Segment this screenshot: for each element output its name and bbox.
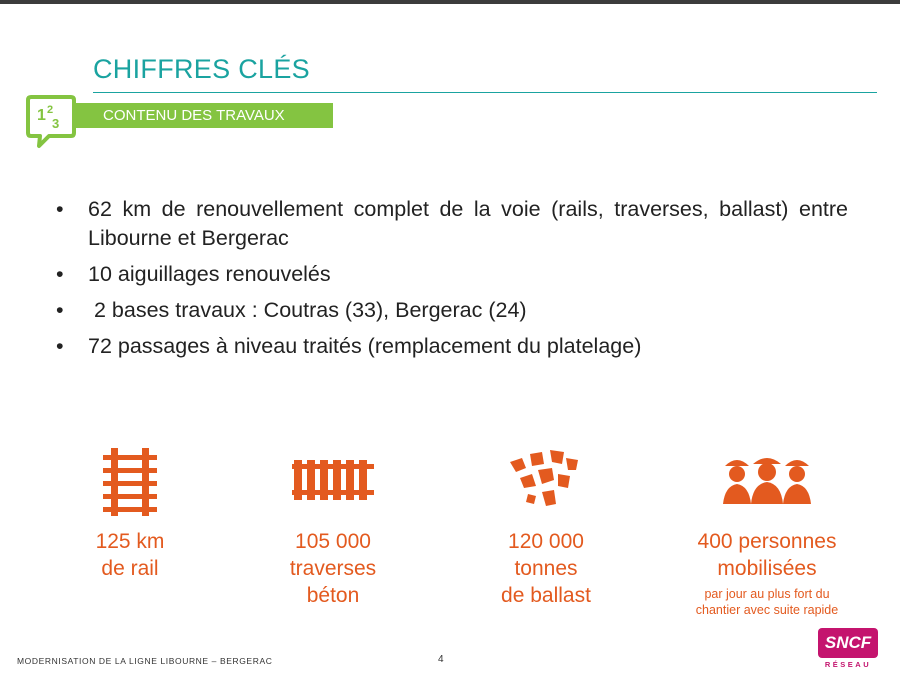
bullet-symbol: •	[56, 298, 64, 322]
stat-sleepers	[268, 448, 398, 609]
section-subtitle: CONTENU DES TRAVAUX	[73, 103, 333, 128]
stat-note: chantier avec suite rapide	[695, 603, 839, 617]
bullet-symbol: •	[56, 262, 64, 286]
bullet-text: 10 aiguillages renouvelés	[88, 262, 331, 286]
bullet-list	[56, 195, 848, 368]
logo-mark: SNCF	[818, 628, 878, 658]
sncf-reseau-logo	[818, 628, 878, 672]
footer-title: MODERNISATION DE LA LIGNE LIBOURNE – BERGERAC	[17, 656, 273, 666]
stat-workers	[672, 448, 862, 618]
list-item	[56, 195, 848, 253]
stat-ballast	[481, 448, 611, 609]
ballast-stones-icon	[508, 448, 584, 516]
stat-label: de ballast	[501, 584, 591, 607]
sleepers-icon	[290, 448, 376, 516]
page-number: 4	[438, 654, 444, 665]
stat-note: par jour au plus fort du	[704, 587, 830, 601]
logo-subtitle: RÉSEAU	[824, 660, 872, 669]
list-item	[56, 332, 848, 361]
bullet-text: 2 bases travaux : Coutras (33), Bergerac (24)	[88, 298, 527, 322]
stat-label: mobilisées	[717, 557, 817, 580]
top-border	[0, 0, 900, 4]
numbers-speech-bubble-icon	[25, 93, 77, 149]
badge-digit-1: 1	[37, 107, 46, 124]
badge-digit-3: 3	[52, 116, 60, 131]
list-item	[56, 260, 848, 289]
badge-digit-2: 2	[47, 104, 54, 116]
stat-label: de rail	[101, 557, 159, 580]
page-title: CHIFFRES CLÉS	[93, 54, 310, 84]
stat-value: 105 000	[295, 530, 371, 553]
bullet-text: 62 km de renouvellement complet de la voie (rails, traverses, ballast) entre Libourne et Bergerac	[88, 197, 848, 250]
stat-label: traverses	[289, 557, 377, 580]
stat-value: 120 000	[508, 530, 584, 553]
list-item	[56, 296, 848, 325]
rail-track-icon	[99, 448, 161, 516]
stat-value: 400 personnes	[697, 530, 837, 553]
bullet-symbol: •	[56, 197, 64, 221]
stat-rail	[70, 448, 190, 582]
title-divider	[93, 92, 877, 93]
stat-label: tonnes	[514, 557, 578, 580]
bullet-symbol: •	[56, 334, 64, 358]
stat-label: béton	[306, 584, 360, 607]
workers-icon	[721, 448, 813, 516]
stat-value: 125 km	[95, 530, 165, 553]
bullet-text: 72 passages à niveau traités (remplacement du platelage)	[88, 334, 642, 358]
